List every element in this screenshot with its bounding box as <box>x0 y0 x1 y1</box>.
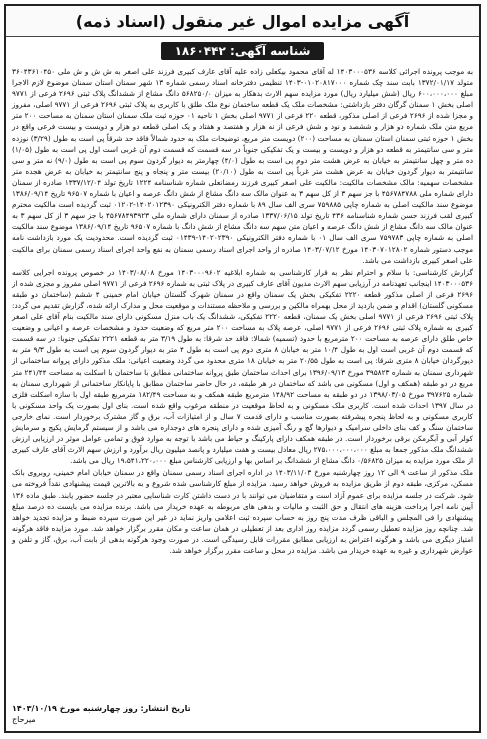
notice-title: آگهی مزایده اموال غیر منقول (اسناد ذمه) <box>6 6 479 37</box>
notice-frame <box>4 4 481 733</box>
publish-date: تاریخ انتشار: روز چهارشنبه مورخ ۱۴۰۳/۱۰/۱۹ <box>12 704 191 713</box>
paragraph-expert-report: گزارش کارشناسی: با سلام و احترام نظر به قرار کارشناسی به شماره ابلاغیه ۱۴۰۳۰۰۰۹۶۰۲ مورخ ۱۴۰۳/۰۸/۰۸ در خصوص پرونده اجرایی کلاسه ۱۴۰۳۰۰۰۵۳۶ اینجانب تعهدنامه در آرزیابی سهم الارث مدیون آقای عارف کبیری در پلاک ثبتی به شماره ۲۶۹۶ فرعی از ۹۷۷۱ اصلی مفروز و مجزی شده از ۲۶۹۶ فرعی از اصلی مذکور قطعه ۲۲۲۰ تفکیکی بخش یک سمنان واقع در سمنان شهرک گلستان خیابان امام خمینی ۴ ششم (ساختمان دو طبقه مسکونی گلستان) اقدام و ضمن بازدید از محل بهمراه مالکین و بررسی و ملاحظه مستندات و موقعیت محل و مدارک ارائه شده، گزارش تقدیم می گردد: پلاک ثبتی ۲۶۹۶ فرعی از ۹۷۷۱ اصلی بخش یک سمنان، قطعه ۲۲۲۰ تفکیکی، ششدانگ یک باب منزل مسکونی دارای سند مالکیت بنام آقای علی اصغر کبیری به شماره پلاک ثبتی ۲۶۹۶ فرعی از ۹۷۷۱ اصلی، عرصه پلاک به مساحت ۲۰۰ متر مربع که وضعیت حدود و مشخصات عرصه و اعیانی و وضعیت خاص طلق دارای عرصه به مساحت ۲۰۰ مترمربع با حدود (تسمیه) شمالا: فاقد حد شرقا: به طول ۳/۱۹ متر به قطعه ۲۲۲۱ تفکیکی جنوبا: در سه قسمت که قسمت دوم آن غربی است اول به طول ۱۰/۴ متر به خیابان ۸ متری دوم پی است به طول ۴ متر به دیوار گردون سوم پی است به طول ۹/۳ متر به دیورگردان خیابان ۸ متری شرقا: پی است به طول ۲۰/۵۵ متر به خیابان ۱۸ متری محدود می گردد وضعیت اعیانی: ملک مذکور دارای پروانه ساختمانی از شهرداری سمنان به شماره ۳۹۵۸۲۳ مورخ ۱۳۹۶/۰۹/۱۳ برای احداث ساختمان طبق پروانه ساختمانی مطابق با ساختمان با اسکلت به مساحت ۲۴۱/۴۴ متر مربع در دو طبقه (همکف و اول) مسکونی می باشد که ساختمان در هر طبقه، در حال حاضر ساختمان مطابق با پایانکار ساختمانی از شهرداری سمنان به شماره ۳۹۷۶۲۵ مورخ ۱۳۹۸/۰۳/۰۵ در دو طبقه به مساحت ۱۴۸/۹۲ مترمربع طبقه همکف و به مساحت ۱۸۲/۴۹ مترمربع طبقه اول با سازه اسکلت فلزی در سال ۱۳۹۷ احداث شده است. کاربری ملک مسکونی و به لحاظ موقعیت در منطقه مرغوب واقع شده است. بنای اول بصورت یک واحد مسکونی با کاربری مسکونی و به لحاظ پنجره پیشرفته بصورت مناسب و دارای قدمت ۷ سال و از امتیازات آب، برق و گاز مشترک برخوردار است. نمای خارجی ساختمان سنگ و کف بنای داخلی سرامیک و دیوارها گچ و رنگ آمیزی شده و دارای پنجره های دوجداره می باشد و از سیستم گرمایش پکیج و سرمایش کولر آبی و آبگرمکن برقی برخوردار است. در طبقه همکف دارای پارکینگ و حیاط می باشد با توجه به موارد فوق و تمامی عوامل موثر در ارزیابی ارزش ششدانگ ملک مذکور جمعا به مبلغ ۲۷۵،۰۰۰،۰۰۰،۰۰۰ ریال معادل بیست و هفت میلیارد و پانصد میلیون ریال برآورد و ارزش سهم الارث آقای عارف کبیری از ملک مورد مزایده به میزان ۰/۵۶۸۲۵ دانگ مشاع از ششدانگ بر اساس بها و ارزیابی کارشناس مبلغ ۱۹،۵۴۱،۲۲۰،۰۰۰ ریال می باشد. <box>12 267 474 466</box>
notice-id-badge: شناسه آگهی: ۱۸۶۰۴۴۲ <box>161 42 325 60</box>
signature: میرحاج <box>12 715 36 724</box>
paragraph-case-details: به موجب پرونده اجرائی کلاسه ۱۴۰۳۰۰۰۵۳۶ له آقای محمود بیکعلی زاده علیه آقای عارف کبیری فرزند علی اصغر به ش ش و ش ملی ۳۶۰۴۳۶۱۰۴۵۰ متولد ۱۳۷۲/۰۱/۱۷ بابت سند چک شماره ۰۱۰۲۰۸۱۷۰۰۰-۱۴۰۳ تنظیمی دفترخانه اسناد رسمی شماره ۱۳ شهر سمنان استان سمنان موضوع لازم الاجرا مبلغ ۶۰۰،۰۰۰،۰۰۰ ریال (شش میلیارد ریال) مورد مزایده سهم الارث بدهکار به میزان ۵۶۸۲۵۰/۰ دانگ مشاع از ششدانگ پلاک ثبتی ۲۶۹۶ فرعی از ۹۷۷۱ اصلی بخش ۱ سمنان گرگان دفتر بازداشتی: مشخصات ملک یک قطعه ساختمان نوع ملک طلق با کاربری به پلاک ثبتی ۲۶۹۶ فرعی از ۹۷۷۱ اصلی، مفروز و مجزا شده از ۲۶۹۶ فرعی از اصلی مذکور، قطعه ۲۲۰ فرعی از ۹۷۷۱ اصلی بخش ۱ ناحیه ۰۱ حوزه ثبت ملک سمنان استان سمنان به مساحت ۲۰۰ متر مربع متن ملک شماره دو هزار و ششصد و نود و شش فرعی از نه هزار و هفتصد و هفتاد و یک اصلی قطعه دو هزار و دویست و بیست فرعی واقع در بخش ۱ حوزه ثبتی سمنان استان سمنان به مساحت (۲۰۰) دویست متر مربع، توضیحات ملک به حدود شمالاً فاقد حد شرقاً پی است به طول (۳/۲۹) نوزده متر و سی سانتیمتر به قطعه دو هزار و دویست و بیست و یک تفکیکی جنوباً در سه قسمت که قسمت دوم آن غربی است اول پی است به طول (۱/۰۵) ده متر و چهل سانتیمتر به خیابان به عرض هشت متر دوم پی است به طول (۴/۰) چهارمتر به دیوار گردون سوم پی است به طول (۹/۰) نه متر و سی سانتیمتر به دیوار گردون خیابان به عرض هشت متر غرباً پی است به طول (۲۰/۱۰) بیست متر و پنجاه و پنج سانتیمتر به خیابان به عرض هجده متر مشخصات سهمیه: مالک مشخصات مالکیت: مالکیت علی اصغر کبیری فرزند رمضانعلی شماره شناسنامه ۱۲۲۴ تاریخ تولد ۱۳۳۷/۱۲/۰۴ صادره از سمنان دارای شماره ملی ۴۵۶۷۸۴۷۸۸ با جز سهم ۳ از کل سهم ۳ به عنوان مالک سه دانگ مشاع از شش دانگ عرصه و اعیان با شماره ۹۶۵۰۷ تاریخ ۱۳۸۶/۰۹/۱۴ موضوع سند مالکیت اصلی به شماره چاپی ۷۵۹۸۸۵ سری الف سال ۸۹ با شماره دفتر الکترونیکی ۱۴۰۲۰۱۲۳۹۰-۰۱۲۰۲ ثبت گردیده است مالکیت محترم کبیری لقب فرزند حسن شماره شناسنامه ۴۳۶ تاریخ تولد ۱۳۳۷/۰۶/۱۵ صادره از سمنان دارای شماره ملی ۴۵۶۷۸۴۹۳۹۲۳ با جز سهم ۳ از کل سهم ۳ به عنوان مالک سه دانگ مشاع از شش دانگ عرصه و اعیان متن سهم سه دانگ مشاع از شش دانگ با شماره ۹۶۵۰۷ تاریخ ۱۳۸۶/۰۹/۱۴ موضوع سند مالکیت اصلی به شماره چاپی ۷۵۹۷۸۳ سری الف سال ۰۱ با شماره دفتر الکترونیکی ۱۴۰۲۰۲۳۹۰-۰۱۴۳۹ ثبت گردیده است. محدودیت یک مورد بازداشت نامه موجب دستور شماره ۱۴۰۳۰۷۰۱۲۸۰۲ مورخ ۱۴۰۳/۰۷/۱۲ صادره از واحد اجرای اسناد رسمی سمنان به نفع واحد اجرای اسناد رسمی سمنان برای مالکیت علی اصغر کبیری بازداشت می باشد. <box>12 67 474 265</box>
notice-id-row <box>12 40 473 62</box>
notice-body <box>12 66 473 556</box>
notice-footer <box>12 703 191 725</box>
paragraph-auction-terms: ملک مذکور از ساعت ۹ الی ۱۲ روز چهارشنبه مورخ ۱۴۰۳/۱۱/۰۳ در اداره اجرای اسناد رسمی سمنان واقع در سمنان خیابان امام خمینی، روبروی بانک مسکن، مرکزی، طبقه دوم از طریق مزایده به فروش خواهد رسید. مزایده از مبلغ کارشناسی شده شروع و به بالاترین قیمت پیشنهادی نقداً فروخته می شود. شرکت در جلسه مزایده برای عموم آزاد است و متقاضیان می توانند با در دست داشتن کارت شناسایی معتبر در جلسه حضور یابند. طبق ماده ۱۳۶ آیین نامه اجرا پرداخت هزینه های انتقال و حق الثبت و مالیات و بدهی های مربوطه به عهده خریدار می باشد. برنده مزایده می بایست ده درصد مبلغ پیشنهادی را فی المجلس و الباقی ظرف مدت پنج روز به حساب سپرده ثبت اعلامی واریز نماید در غیر این صورت سپرده ضبط و مزایده تجدید خواهد شد. چنانچه روز مزایده تعطیل رسمی گردد مزایده روز اداری بعد از تعطیلی در همان ساعت و مکان مقرر برگزار خواهد شد. مورد مزایده فاقد هرگونه امتیاز دیگری می باشد و هرگونه اعتراض به ارزیابی مطابق مقررات قابل رسیدگی است. در صورت وجود هرگونه بدهی از بابت آب، برق، گاز و تلفن و عوارض شهرداری و غیره به عهده خریدار می باشد. مزایده در محل و ساعت مقرر برگزار خواهد شد. <box>12 468 473 556</box>
